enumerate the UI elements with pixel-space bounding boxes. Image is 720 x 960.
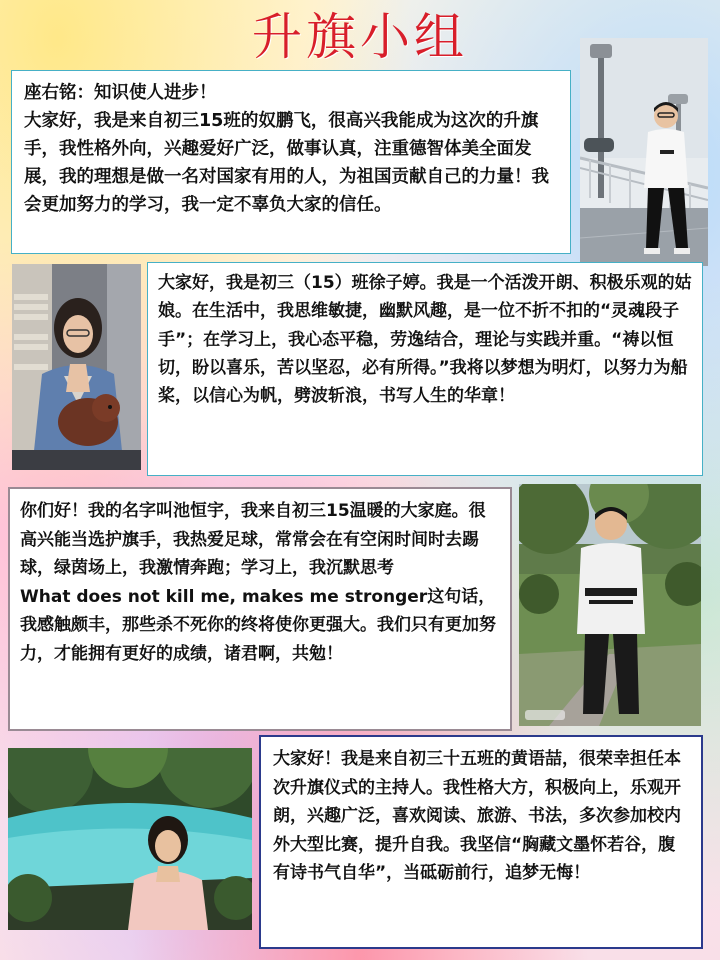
photo-girl-dog-icon — [12, 264, 141, 470]
student-intro-2: 大家好，我是初三（15）班徐子婷。我是一个活泼开朗、积极乐观的姑娘。在生活中，我思维敏捷，幽默风趣，是一位不折不扣的“灵魂段子手”；在学习上，我心态平稳，劳逸结合，理论与实践并重。“祷以恒切，盼以喜乐，苦以坚忍，必有所得。”我将以梦想为明灯，以努力为船桨，以信心为帆，劈波斩浪，书写人生的华章！ — [147, 262, 703, 476]
student-intro-3: 你们好！我的名字叫池恒宇，我来自初三15温暖的大家庭。很高兴能当选护旗手，我热爱足球，常常会在有空闲时间时去踢球，绿茵场上，我激情奔跑；学习上，我沉默思考 What does not kill me, makes me stronger这句话，我感触颇丰，那些杀不死你的终将使你更强大。我们只有更加努力，才能拥有更好的成绩，诸君啊，共勉！ — [8, 487, 512, 731]
student-photo-1 — [580, 38, 708, 266]
student-intro-4: 大家好！我是来自初三十五班的黄语喆，很荣幸担任本次升旗仪式的主持人。我性格大方，积极向上，乐观开朗，兴趣广泛，喜欢阅读、旅游、书法，多次参加校内外大型比赛，提升自我。我坚信“胸藏文墨怀若谷，腹有诗书气自华”，当砥砺前行，追梦无悔！ — [259, 735, 703, 949]
photo-girl-lake-icon — [8, 748, 252, 930]
student-photo-2 — [12, 264, 141, 470]
student-intro-1: 座右铭：知识使人进步！ 大家好，我是来自初三15班的奴鹏飞，很高兴我能成为这次的升旗手，我性格外向，兴趣爱好广泛，做事认真，注重德智体美全面发展，我的理想是做一名对国家有用的人，为祖国贡献自己的力量！我会更加努力的学习，我一定不辜负大家的信任。 — [11, 70, 571, 254]
photo-boy-park-icon — [519, 484, 701, 726]
student-photo-4 — [8, 748, 252, 930]
photo-boy-bridge-icon — [580, 38, 708, 266]
student-photo-3 — [519, 484, 701, 726]
page-title: 升旗小组 — [252, 8, 468, 66]
